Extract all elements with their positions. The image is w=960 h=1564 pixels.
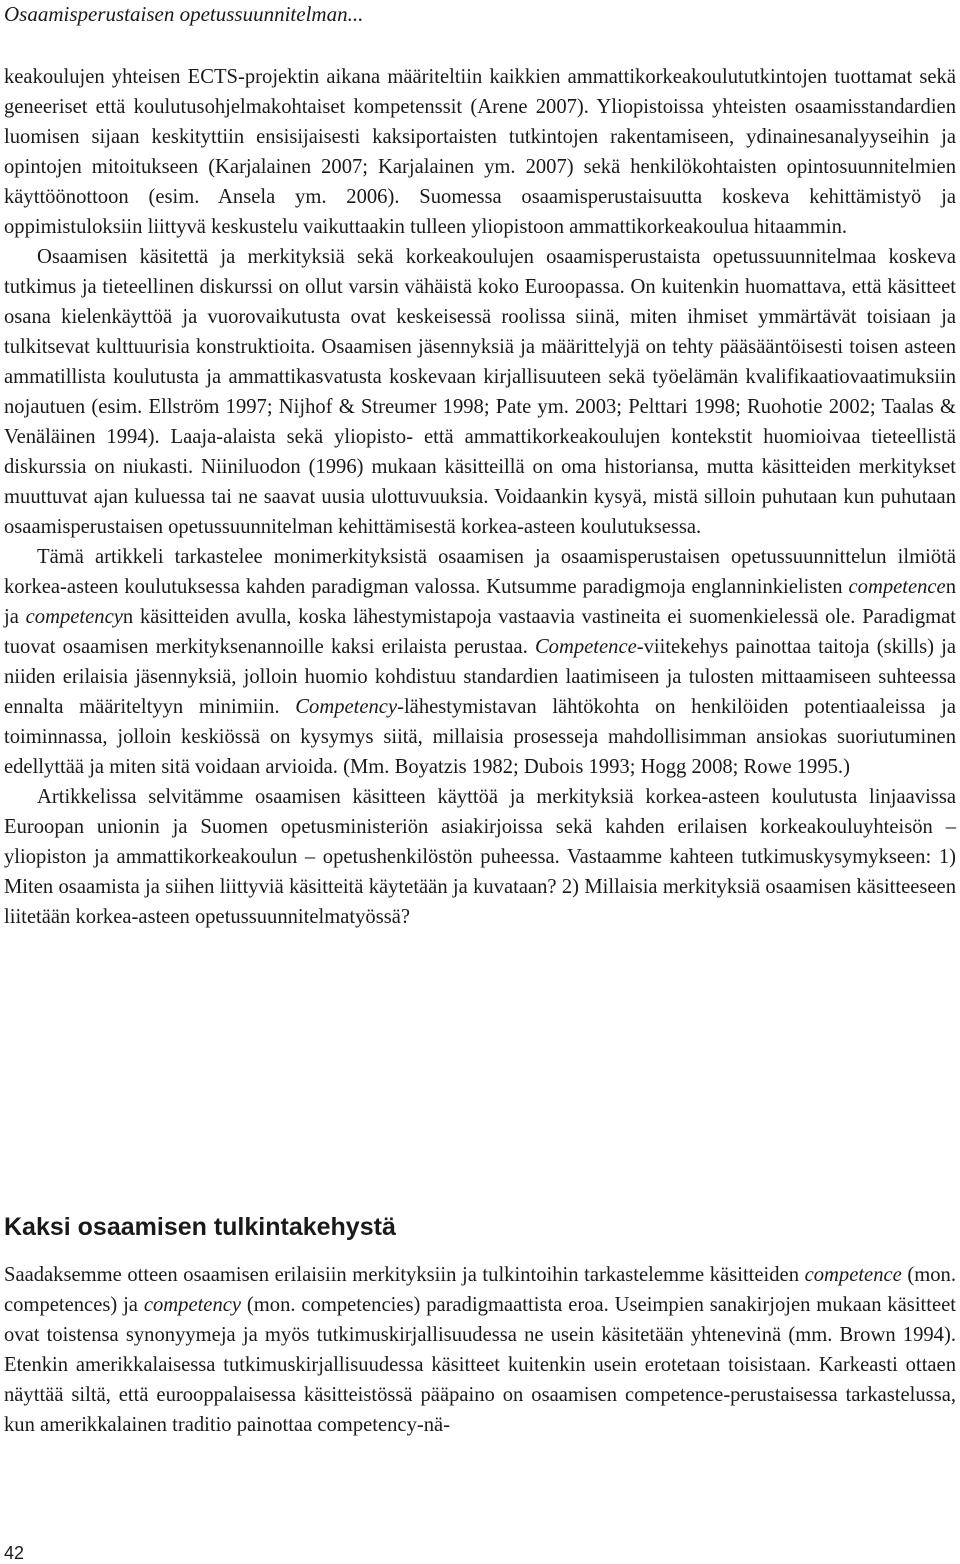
paragraph-3 <box>4 542 956 782</box>
section-text-c: (mon. competencies) paradigmaattista eroa. Useimpien sanakirjojen mukaan käsitteet ovat toistensa synonyymeja ja myös tutkimuskirjallisuudessa ne usein käsitetään yhtenevinä (mm. Brown 1994). Etenkin amerikkalaisessa tutkimuskirjallisuudessa käsitteet kuitenkin usein erotetaan toisistaan. Karkeasti ottaen näyttää siltä, että eurooppalaisessa käsitteistössä pääpaino on osaamisen competence-perustaisessa tarkastelussa, kun amerikkalainen traditio painottaa competency-nä- <box>4 1294 956 1436</box>
paragraph-3-text-c: n käsitteiden avulla, koska lähestymistapoja vastaavia vastineita ei suomenkielessä ole. Paradigmat tuovat osaamisen merkityksenannoille kaksi erilaista perustaa. <box>4 606 957 658</box>
section-heading: Kaksi osaamisen tulkintakehystä <box>4 1213 396 1241</box>
paragraph-3-text-a: Tämä artikkeli tarkastelee monimerkityksistä osaamisen ja osaamisperustaisen opetussuunnittelun ilmiötä korkea-asteen koulutuksessa kahden paradigman valossa. Kutsumme paradigmoja englanninkielisten <box>4 546 956 598</box>
paragraph-4: Artikkelissa selvitämme osaamisen käsitteen käyttöä ja merkityksiä korkea-asteen koulutusta linjaavissa Euroopan unionin ja Suomen opetusministeriön asiakirjoissa sekä kahden erilaisen korkeakouluyhteisön – yliopiston ja ammattikorkeakoulun – opetushenkilöstön puheessa. Vastaamme kahteen tutkimuskysymykseen: 1) Miten osaamista ja siihen liittyviä käsitteitä käytetään ja kuvataan? 2) Millaisia merkityksiä osaamisen käsitteeseen liitetään korkea-asteen opetussuunnitelmatyössä? <box>4 786 956 928</box>
section-term-competence: competence <box>804 1264 902 1286</box>
term-competency: competency <box>25 606 123 628</box>
term-competency-capitalized: Competency <box>295 696 398 718</box>
paragraph-3-text-e: -lähestymistavan lähtökohta on henkilöiden potentiaaleissa ja toiminnassa, jolloin keskiössä on kysymys siitä, millaisia prosesseja mahdollisimman ansiokas suoriutuminen edellyttää ja miten sitä voidaan arvioida. (Mm. Boyatzis 1982; Dubois 1993; Hogg 2008; Rowe 1995.) <box>4 696 956 778</box>
section-body <box>4 1260 956 1440</box>
paragraph-2: Osaamisen käsitettä ja merkityksiä sekä korkeakoulujen osaamisperustaista opetussuunnitelmaa koskeva tutkimus ja tieteellinen diskurssi on ollut varsin vähäistä koko Euroopassa. On kuitenkin huomattava, että käsitteet osana kielenkäyttöä ja vuorovaikutusta ovat keskeisessä roolissa siinä, miten ihmiset ymmärtävät toisiaan ja tulkitsevat kulttuurisia konstruktioita. Osaamisen jäsennyksiä ja määrittelyjä on tehty pääsääntöisesti toisen asteen ammatillista koulutusta ja ammattikasvatusta koskevaan kirjallisuuteen sekä työelämän kvalifikaatiovaatimuksiin nojautuen (esim. Ellström 1997; Nijhof & Streumer 1998; Pate ym. 2003; Pelttari 1998; Ruohotie 2002; Taalas & Venäläinen 1994). Laaja-alaista sekä yliopisto- että ammattikorkeakoulujen kontekstit huomioivaa tieteellistä diskurssia on niukasti. Niiniluodon (1996) mukaan käsitteillä on oma historiansa, mutta käsitteiden merkitykset muuttuvat ajan kuluessa tai ne saavat uusia ulottuvuuksia. Voidaankin kysyä, mistä silloin puhutaan kun puhutaan osaamisperustaisen opetussuunnitelman kehittämisestä korkea-asteen koulutuksessa. <box>4 246 956 538</box>
section-text-b: (mon. competences) ja <box>4 1264 956 1316</box>
paragraph-3-text-b: n ja <box>4 576 956 628</box>
term-competence: competence <box>848 576 946 598</box>
section-term-competency: competency <box>143 1294 242 1316</box>
term-competence-capitalized: Competence <box>534 636 637 658</box>
section-text-a: Saadaksemme otteen osaamisen erilaisiin merkityksiin ja tulkintoihin tarkastelemme käsitteiden <box>4 1264 805 1286</box>
article-body <box>4 62 956 932</box>
paragraph-1: keakoulujen yhteisen ECTS-projektin aikana määriteltiin kaikkien ammattikorkeakoulututkintojen tuottamat sekä geneeriset että koulutusohjelmakohtaiset kompetenssit (Arene 2007). Yliopistoissa yhteisten osaamisstandardien luomisen sijaan keskityttiin ensisijaisesti kaksiportaisten tutkintojen rakentamiseen, ydinainesanalyyseihin ja opintojen mitoitukseen (Karjalainen 2007; Karjalainen ym. 2007) sekä henkilökohtaisten opintosuunnitelmien käyttöönottoon (esim. Ansela ym. 2006). Suomessa osaamisperustaisuutta koskeva kehittämistyö ja oppimistuloksiin liittyvä keskustelu vaikuttaakin tulleen yliopistoon ammattikorkeakoulua hitaammin. <box>4 66 956 238</box>
section-paragraph-1 <box>4 1260 956 1440</box>
paragraph-3-text-d: -viitekehys painottaa taitoja (skills) ja niiden erilaisia jäsennyksiä, jolloin huomio kohdistuu standardien laatimiseen ja tulosten mittaamiseen suhteessa ennalta määriteltyyn minimiin. <box>4 636 956 718</box>
page-number: 42 <box>4 1543 25 1563</box>
running-header: Osaamisperustaisen opetussuunnitelman... <box>4 2 364 26</box>
